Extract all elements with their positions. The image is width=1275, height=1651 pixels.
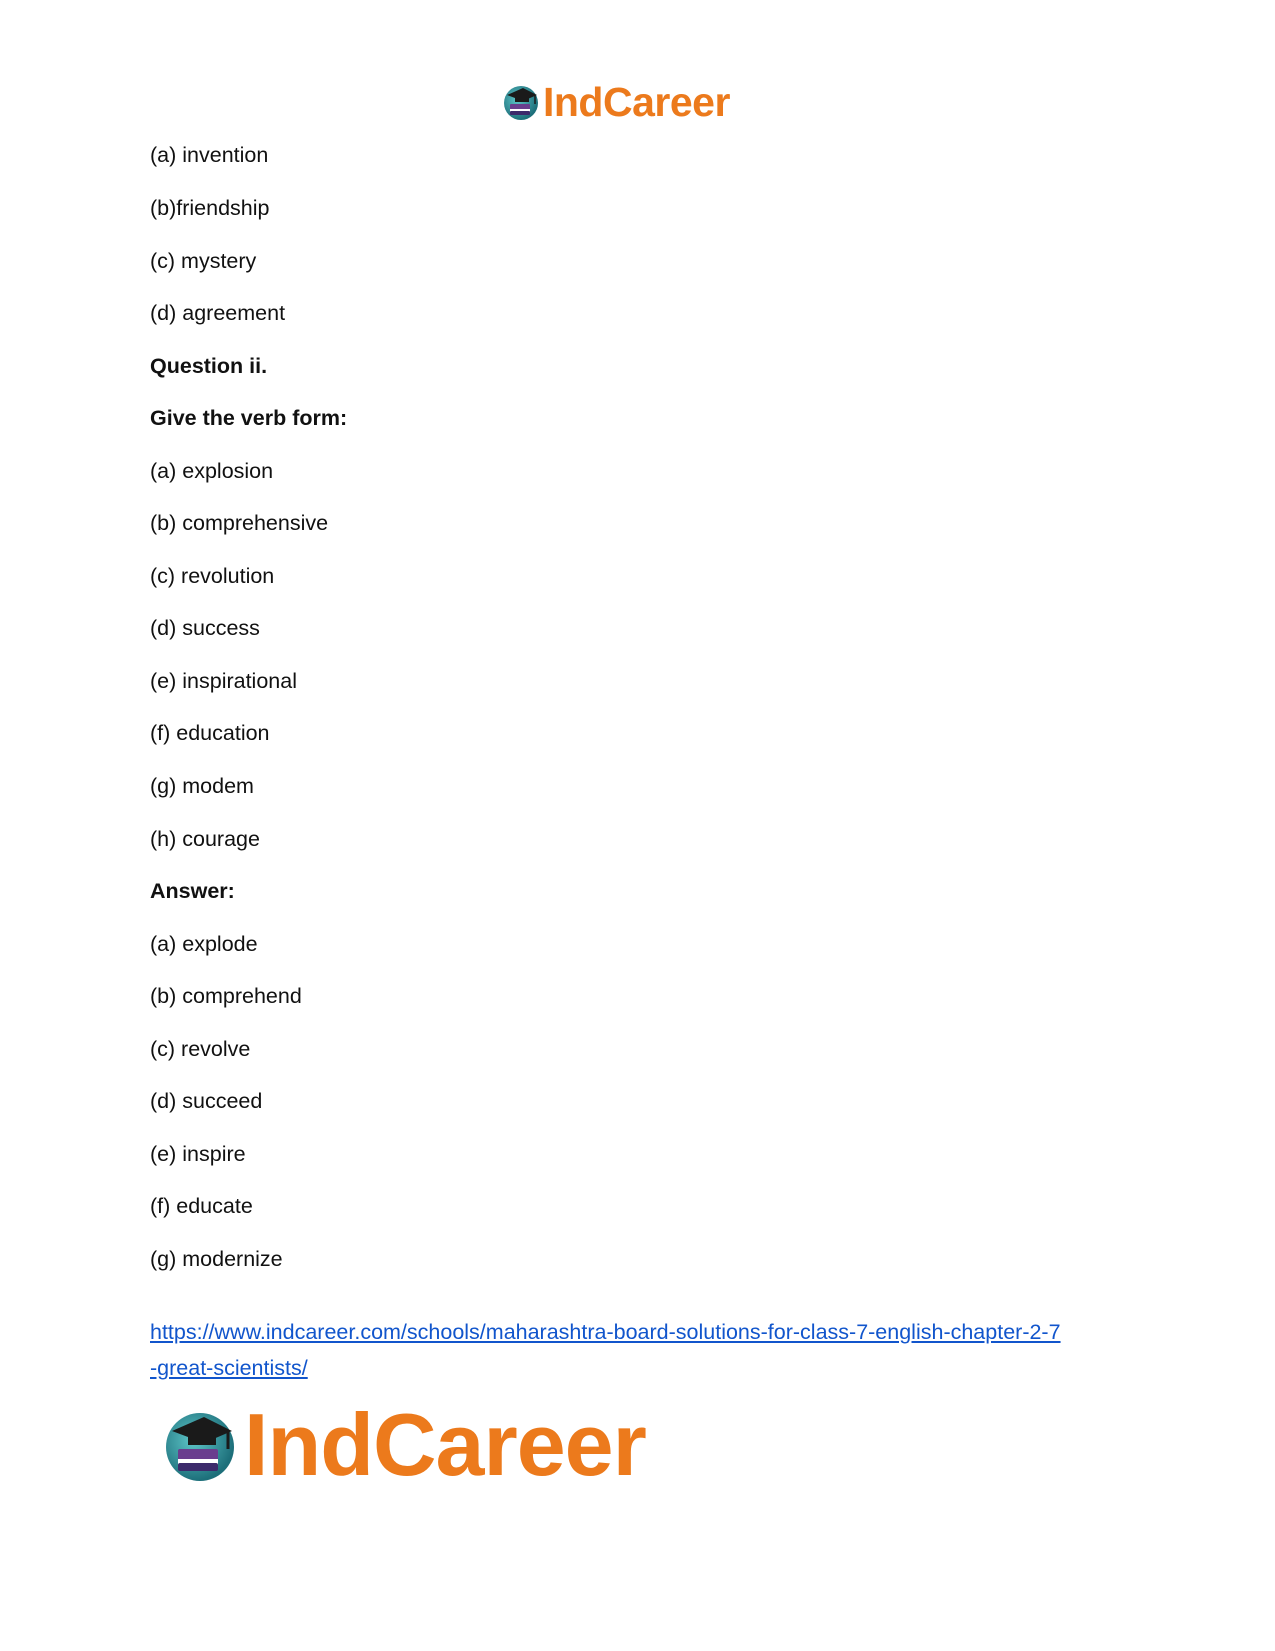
answer-item: (a) explode xyxy=(150,932,258,956)
source-link-line-2: -great-scientists/ xyxy=(150,1356,308,1380)
question-item: (b) comprehensive xyxy=(150,511,329,535)
question-item: (h) courage xyxy=(150,827,260,851)
question-item: (c) revolution xyxy=(150,564,275,588)
answer-item: (c) revolve xyxy=(150,1037,251,1061)
question-item: (e) inspirational xyxy=(150,669,297,693)
answer-item: (e) inspire xyxy=(150,1142,246,1166)
brand-wordmark: IndCareer xyxy=(543,78,730,125)
list-item: (b)friendship xyxy=(150,196,270,220)
list-item: (a) invention xyxy=(150,143,269,167)
answer-item: (g) modernize xyxy=(150,1247,283,1271)
question-instruction: Give the verb form: xyxy=(150,406,348,430)
source-link-line-1: https://www.indcareer.com/schools/maharashtra-board-solutions-for-class-7-english-chapter-2-7 xyxy=(150,1320,1061,1344)
question-heading: Question ii. xyxy=(150,354,268,378)
list-item: (c) mystery xyxy=(150,249,257,273)
question-item: (g) modem xyxy=(150,774,254,798)
answer-item: (d) succeed xyxy=(150,1089,263,1113)
answer-item: (b) comprehend xyxy=(150,984,302,1008)
graduation-cap-book-globe-icon xyxy=(501,82,541,122)
question-item: (f) education xyxy=(150,721,270,745)
graduation-cap-book-globe-icon xyxy=(160,1405,240,1485)
brand-wordmark: IndCareer xyxy=(244,1395,646,1494)
list-item: (d) agreement xyxy=(150,301,286,325)
answer-heading: Answer: xyxy=(150,879,235,903)
question-item: (a) explosion xyxy=(150,459,274,483)
question-item: (d) success xyxy=(150,616,260,640)
header-logo xyxy=(501,78,730,126)
answer-item: (f) educate xyxy=(150,1194,253,1218)
footer-logo xyxy=(160,1395,646,1494)
source-link[interactable] xyxy=(150,1314,1130,1386)
